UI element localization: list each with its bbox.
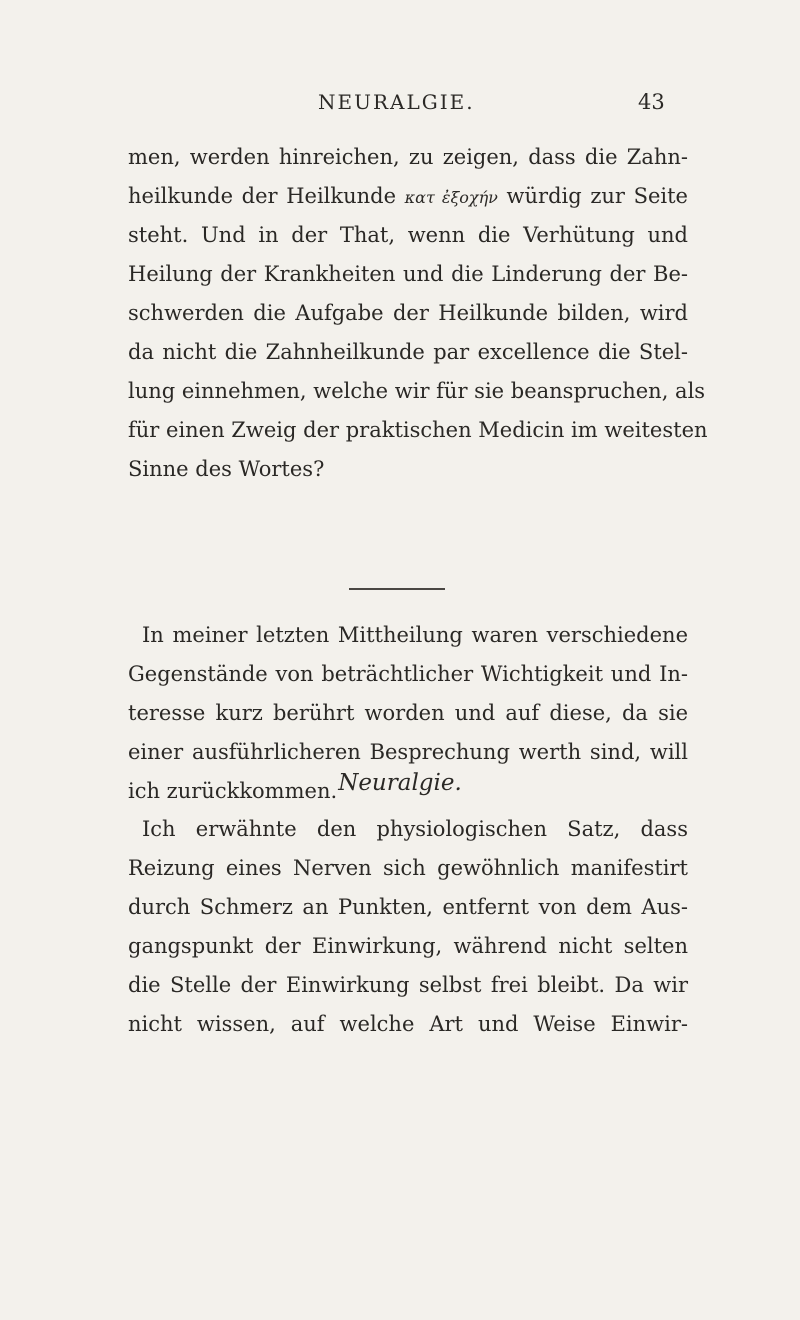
text-line: lung einnehmen, welche wir für sie beanspruchen, als <box>128 379 706 403</box>
greek-phrase: κατ ἐξοχήν <box>404 188 498 207</box>
text-line: für einen Zweig der praktischen Medicin im weitesten <box>128 418 708 442</box>
text-segment: würdig zur Seite <box>506 184 688 208</box>
text-line: In meiner letzten Mittheilung waren verschiedene <box>142 623 688 647</box>
text-line: steht. Und in der That, wenn die Verhütung und <box>128 223 688 247</box>
text-line: Heilung der Krankheiten und die Linderung der Be- <box>128 262 688 286</box>
text-line: gangspunkt der Einwirkung, während nicht selten <box>128 934 688 958</box>
text-line: Sinne des Wortes? <box>128 457 325 481</box>
page-header <box>0 90 800 120</box>
text-line: da nicht die Zahnheilkunde par excellence die Stel- <box>128 340 688 364</box>
text-line: durch Schmerz an Punkten, entfernt von dem Aus- <box>128 895 688 919</box>
text-line: Gegenstände von beträchtlicher Wichtigkeit und In- <box>128 662 688 686</box>
paragraph-1 <box>128 138 708 489</box>
section-heading: Neuralgie. <box>338 770 462 796</box>
text-line: Ich erwähnte den physiologischen Satz, dass <box>142 817 688 841</box>
text-line: ich zurückkommen. <box>128 779 338 803</box>
text-line-with-greek <box>128 177 688 216</box>
text-line: nicht wissen, auf welche Art und Weise Einwir- <box>128 1012 688 1036</box>
text-segment: heilkunde der Heilkunde <box>128 184 397 208</box>
text-line: men, werden hinreichen, zu zeigen, dass die Zahn- <box>128 145 688 169</box>
text-line: die Stelle der Einwirkung selbst frei bleibt. Da wir <box>128 973 688 997</box>
paragraph-3 <box>128 810 688 1044</box>
text-line: Reizung eines Nerven sich gewöhnlich manifestirt <box>128 856 688 880</box>
text-line: teresse kurz berührt worden und auf diese, da sie <box>128 701 688 725</box>
section-divider <box>349 588 445 590</box>
page-number: 43 <box>638 90 665 114</box>
running-title: NEURALGIE. <box>318 90 475 114</box>
text-line: schwerden die Aufgabe der Heilkunde bilden, wird <box>128 301 688 325</box>
text-line: einer ausführlicheren Besprechung werth sind, will <box>128 740 688 764</box>
